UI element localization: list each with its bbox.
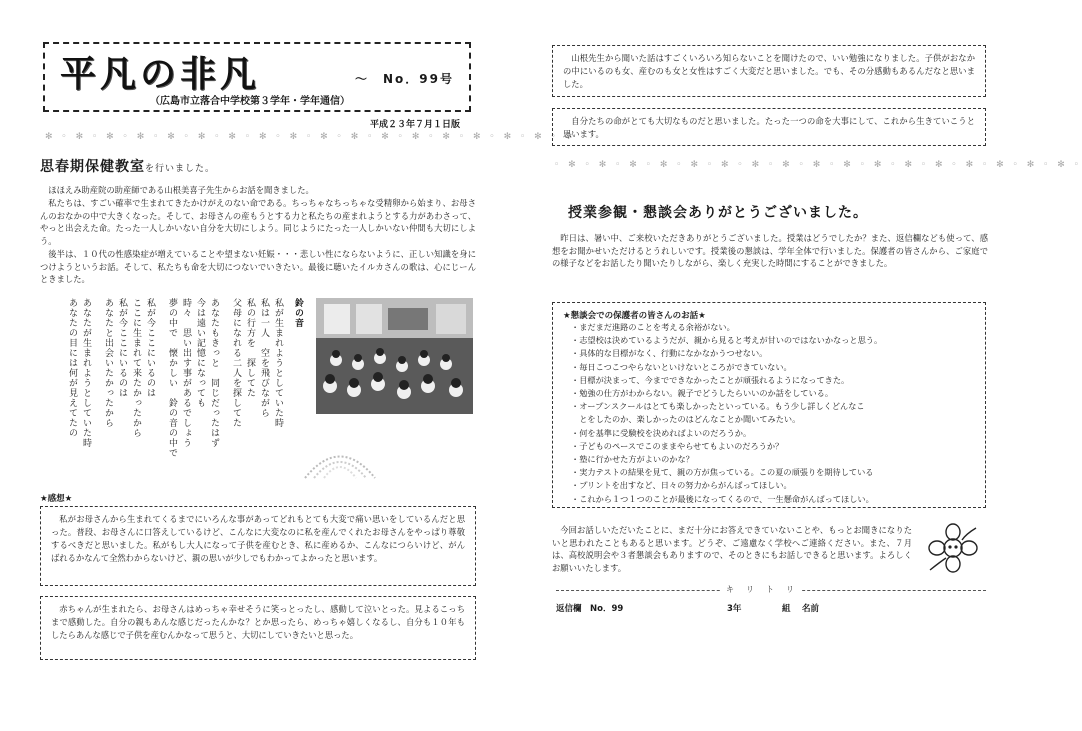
poem-suzu-no-ne [55, 298, 305, 478]
list-item: ・これから１つ１つのことが最後になってくるので、一生懸命がんばってほしい。 [571, 493, 874, 504]
poem-spacer [93, 298, 101, 478]
impression-text-1: 私がお母さんから生まれてくるまでにいろんな事があってどれもとても大変で痛い思いをしているんだと思った。普段、お母さんに口答えしているけど、こんなに大変なのに私を産んでくれたお母さんをやっぱり尊敬するべきだと思いました。私がもし大人になって子供を産むとき、私に産めるか、こんなにつらいけど、がんばれるかなんて全然わからないけど、親の思いが少しでもわかってよかったと思います。 [51, 514, 465, 563]
reply-label: 返信欄 No．99 [556, 604, 624, 614]
right-page [512, 0, 1082, 731]
list-item: ・塾に行かせた方がよいのかな？ [571, 454, 694, 465]
poem-line: ここに生まれて来たかったから [131, 298, 141, 438]
list-item: ・何を基準に受験校を決めればよいのだろうか。 [571, 427, 752, 438]
cut-label: キ リ ト リ [720, 584, 802, 595]
poem-line: あなたが生まれようとしていた時 [81, 298, 91, 448]
issue-number: ～ No．99号 [355, 72, 454, 86]
heading-main: 思春期保健教室 [40, 159, 145, 175]
list-item: ・目標が決まって、今までできなかったことが頑張れるようになってきた。 [571, 374, 850, 385]
poem-spacer [221, 298, 229, 478]
impression-text-2: 赤ちゃんが生まれたら、お母さんはめっちゃ幸せそうに笑っとったし、感動して泣いとった。見よるこっちまで感動した。自分の親もあんな感じだったんかな？とか思ったら、めっちゃ嬉しくなるし、自分も１０年もしたらあんな感じで子供を産むんかなって思うと、大切にしていきたいと思った。 [51, 604, 465, 640]
impression-text-4: 自分たちの命がとても大切なものだと思いました。たった一つの命を大事にして、これから生きていこうと思います。 [563, 116, 975, 139]
impression-box-4 [552, 108, 986, 146]
classroom-photo [316, 298, 473, 414]
health-intro: ほほえみ助産院の助産師である山根美喜子先生からお話を聞きました。 [48, 185, 314, 195]
impression-box-3 [552, 45, 986, 97]
poem-line: 私が生まれようとしていた時 [273, 298, 283, 428]
reply-class: 組 [782, 604, 791, 614]
poem-spacer [157, 298, 165, 478]
poem-line: 時々 思い出す事があるでしょう [181, 298, 191, 448]
health-paragraph-2: 後半は、１０代の性感染症が増えていることや望まない妊娠・・・悲しい性にならないように、正しい知識を身につけようというお話。そして、私たちも命を大切につないでいきたい。最後に聴いたイルカさんの歌は、心にじーんときました。 [40, 249, 476, 285]
parent-voices-list [563, 321, 975, 506]
impressions-label: ★感想★ [40, 494, 73, 504]
list-item: ・プリントを出すなど、日々の努力からがんばってほしい。 [571, 480, 792, 491]
parent-voices-box [552, 302, 986, 508]
list-item: ・まだまだ進路のことを考える余裕がない。 [571, 322, 735, 332]
decorative-border-right: ◦ ✻ ◦ ✻ ◦ ✻ ◦ ✻ ◦ ✻ ◦ ✻ ◦ ✻ ◦ ✻ ◦ ✻ ◦ ✻ ◦ ✻ ◦ ✻ ◦ ✻ ◦ ✻ ◦ ✻ ◦ ✻ ◦ ✻ ◦ [554, 160, 1082, 170]
impression-box-1 [40, 506, 476, 586]
poem-line: 私の行方を 探してた [245, 298, 255, 398]
parent-voices-label: ★懇談会での保護者の皆さんのお話★ [563, 311, 706, 321]
section-heading-visit: 授業参観・懇談会ありがとうございました。 [568, 205, 868, 221]
poem-line: あなたもきっと 同じだったはず [209, 298, 219, 448]
list-item: ・オープンスクールはとても楽しかったといっている。もう少し詳しくどんなこ [571, 401, 865, 412]
newsletter-subtitle: （広島市立落合中学校第３学年・学年通信） [150, 96, 350, 107]
reply-grade: 3年 [727, 604, 742, 614]
list-item: ・毎日こつこつやらないといけないところができていない。 [571, 361, 792, 372]
issue-date: 平成２３年７月１日版 [370, 120, 461, 130]
list-item: ・子どものペースでこのままやらせてもよいのだろうか？ [571, 440, 784, 451]
poem-line: 父母になれる二人を探してた [231, 298, 241, 428]
section-heading-health [40, 156, 215, 176]
poem-line: 今は遠い記憶になっても [195, 298, 205, 408]
impression-box-2 [40, 596, 476, 660]
health-paragraph-1: 私たちは、すごい確率で生まれてきたかけがえのない命である。ちっちゃなちっちゃな受精卵から始まり、お母さんのおなかの中で大きくなった。そして、お母さんの産もうとする力と私たちの産まれようとする力があわさって、やっと出会えた命。たった一人しかいない自分を大切にしよう。同じようにたった一人しかいない仲間も大切にしよう。 [40, 198, 476, 246]
poem-line: 私が今ここにいるのは [117, 298, 127, 398]
poem-line: 夢の中で 懐かしい 鈴の音の中で [167, 298, 177, 458]
list-item: ・具体的な目標がなく、行動になかなかうつせない。 [571, 348, 768, 359]
reply-name: 名前 [802, 604, 820, 614]
poem-line: 私は一人 空を飛びながら [259, 298, 269, 418]
visit-paragraph: 昨日は、暑い中、ご来校いただきありがとうございました。授業はどうでしたか？また、返信欄なども使って、感想をお聞かせいただけるとうれしいです。授業後の懇談は、学年全体で行いました。保護者の皆さんから、ご家庭での様子などをお話したり聞いたりしながら、楽しく充実した時間にすることができました。 [552, 233, 988, 269]
flower-illustration-icon [920, 518, 986, 580]
poem-line: あなたの目には何が見えてたの [67, 298, 77, 438]
list-item: ・実力テストの結果を見て、親の方が焦っている。この夏の頑張りを期待している [571, 467, 874, 478]
list-item: ・志望校は決めているようだが、親から見ると考えが甘いのではないかなっと思う。 [571, 335, 883, 346]
classroom-photo-image [316, 298, 473, 414]
poem-title: 鈴の音 [293, 298, 303, 328]
poem-line: あなたと出会いたかったから [103, 298, 113, 428]
newsletter-title: 平凡の非凡 [60, 53, 261, 95]
rainbow-doodle-icon [300, 440, 380, 480]
poem-line: 私が今ここにいるのは [145, 298, 155, 398]
list-item: ・勉強の仕方がわからない。親子でどうしたらいいのか話をしている。 [571, 388, 834, 399]
closing-paragraph: 今回お話しいただいたことに、まだ十分にお答えできていないことや、もっとお聞きになりたいと思われたこともあると思います。どうぞ、ご遠慮なく学校へご連絡ください。また、７月は、高校説明会や３者懇談会もありますので、そのときにもお話しできると思います。よろしくお願いいたします。 [552, 525, 912, 573]
decorative-border: ✻ ◦ ✻ ◦ ✻ ◦ ✻ ◦ ✻ ◦ ✻ ◦ ✻ ◦ ✻ ◦ ✻ ◦ ✻ ◦ ✻ ◦ ✻ ◦ ✻ ◦ ✻ ◦ ✻ ◦ ✻ ◦ ✻ ◦ ✻ [45, 132, 576, 142]
heading-suffix: を行いました。 [145, 164, 216, 174]
list-item: とをしたのか、楽しかったのはどんなことか聞いてみたい。 [571, 414, 801, 425]
impression-text-3: 山根先生から聞いた話はすごくいろいろ知らないことを聞けたので、いい勉強になりました。子供がおなかの中にいるのも女、産むのも女と女性はすごく大変だと思いました。でも、その分感動もあるんだなと思いました。 [563, 53, 975, 89]
